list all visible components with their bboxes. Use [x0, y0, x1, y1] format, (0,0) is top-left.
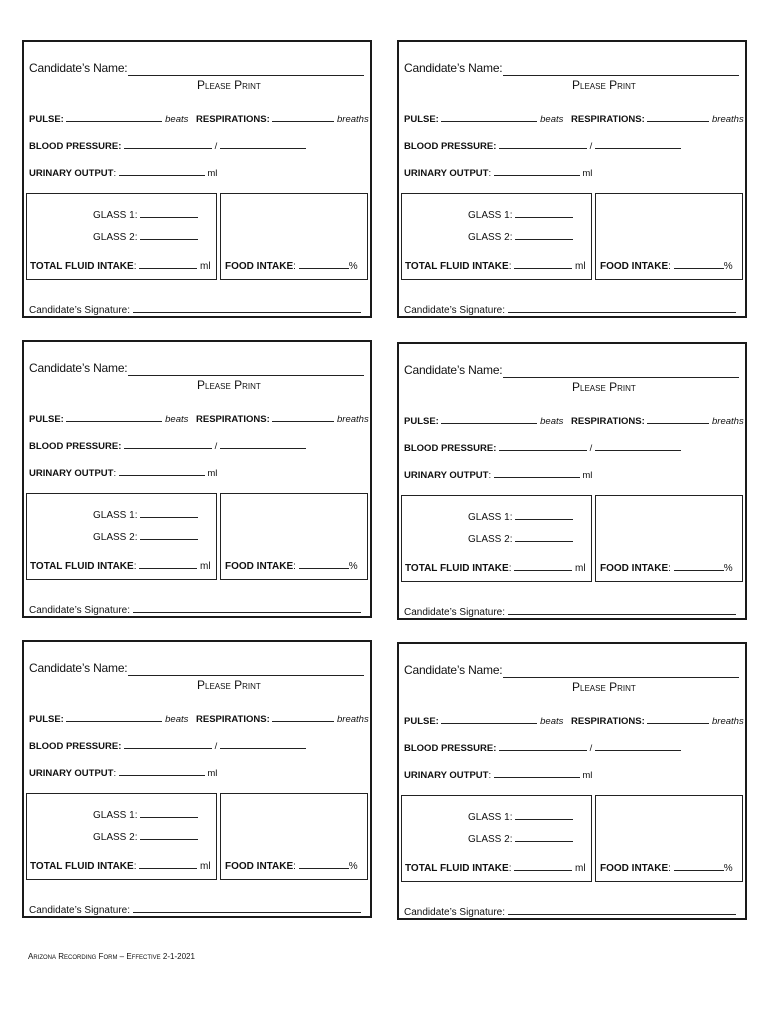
- systolic-field[interactable]: [124, 139, 212, 149]
- total-fluid-intake-field[interactable]: [139, 559, 197, 569]
- tfi-colon: :: [508, 863, 512, 874]
- urinary-output-field[interactable]: [494, 468, 580, 478]
- blood-pressure-label: BLOOD PRESSURE:: [29, 741, 122, 752]
- tfi-colon: :: [133, 861, 137, 872]
- food-intake-box: [220, 193, 368, 280]
- candidate-name-field[interactable]: [128, 75, 364, 76]
- signature-label: Candidate’s Signature:: [29, 905, 130, 916]
- glass2-row: [468, 532, 573, 545]
- recording-card: [22, 340, 372, 618]
- food-intake-label: FOOD INTAKE: [225, 261, 294, 272]
- glass2-label: GLASS 2:: [93, 532, 138, 543]
- beats-unit: beats: [165, 114, 189, 125]
- please-print-note: Please Print: [197, 78, 261, 92]
- total-fluid-intake-row: [405, 561, 586, 574]
- food-intake-box: [220, 793, 368, 880]
- blood-pressure-row: [29, 739, 306, 752]
- beats-unit: beats: [540, 416, 564, 427]
- pulse-field[interactable]: [66, 712, 162, 722]
- pulse-field[interactable]: [441, 414, 537, 424]
- fluid-intake-box: [26, 793, 217, 880]
- blood-pressure-row: [404, 741, 681, 754]
- urinary-output-field[interactable]: [494, 166, 580, 176]
- food-intake-label: FOOD INTAKE: [225, 861, 294, 872]
- glass2-label: GLASS 2:: [468, 232, 513, 243]
- glass2-field[interactable]: [140, 830, 198, 840]
- pulse-field[interactable]: [66, 412, 162, 422]
- total-fluid-intake-field[interactable]: [139, 259, 197, 269]
- food-intake-field[interactable]: [674, 561, 724, 571]
- fluid-intake-box: [401, 193, 592, 280]
- blood-pressure-label: BLOOD PRESSURE:: [404, 141, 497, 152]
- fluid-intake-box: [26, 193, 217, 280]
- urinary-ml-unit: ml: [582, 470, 593, 481]
- food-percent-unit: %: [348, 861, 358, 872]
- pulse-label: PULSE:: [29, 114, 64, 125]
- glass1-label: GLASS 1:: [468, 812, 513, 823]
- signature-row: [404, 605, 736, 618]
- food-intake-box: [595, 495, 743, 582]
- blood-pressure-label: BLOOD PRESSURE:: [29, 441, 122, 452]
- signature-field[interactable]: [508, 905, 736, 915]
- beats-unit: beats: [165, 414, 189, 425]
- urinary-colon: :: [113, 168, 117, 179]
- glass2-label: GLASS 2:: [468, 534, 513, 545]
- urinary-output-field[interactable]: [119, 166, 205, 176]
- glass1-field[interactable]: [515, 208, 573, 218]
- candidate-name-field[interactable]: [503, 677, 739, 678]
- respirations-label: RESPIRATIONS:: [571, 114, 645, 125]
- systolic-field[interactable]: [124, 739, 212, 749]
- recording-card: [397, 40, 747, 318]
- candidate-name-label: Candidate’s Name:: [404, 663, 503, 677]
- food-intake-label: FOOD INTAKE: [600, 863, 669, 874]
- glass1-row: [93, 808, 198, 821]
- tfi-colon: :: [508, 563, 512, 574]
- total-fluid-intake-label: TOTAL FLUID INTAKE: [30, 561, 134, 572]
- respirations-label: RESPIRATIONS:: [571, 416, 645, 427]
- tfi-colon: :: [133, 261, 137, 272]
- food-intake-label: FOOD INTAKE: [225, 561, 294, 572]
- urinary-colon: :: [488, 470, 492, 481]
- please-print-note: Please Print: [197, 678, 261, 692]
- glass1-row: [468, 510, 573, 523]
- urinary-ml-unit: ml: [582, 168, 593, 179]
- food-percent-unit: %: [723, 261, 733, 272]
- recording-card: [22, 40, 372, 318]
- glass2-field[interactable]: [515, 532, 573, 542]
- pulse-field[interactable]: [66, 112, 162, 122]
- glass2-field[interactable]: [515, 832, 573, 842]
- diastolic-field[interactable]: [595, 741, 681, 751]
- total-fluid-intake-field[interactable]: [514, 861, 572, 871]
- food-intake-field[interactable]: [674, 861, 724, 871]
- urinary-output-row: [29, 466, 217, 479]
- pulse-field[interactable]: [441, 112, 537, 122]
- bp-slash: /: [589, 443, 593, 454]
- signature-label: Candidate’s Signature:: [404, 907, 505, 918]
- glass2-label: GLASS 2:: [468, 834, 513, 845]
- food-intake-field[interactable]: [674, 259, 724, 269]
- urinary-output-label: URINARY OUTPUT: [29, 468, 114, 479]
- urinary-output-field[interactable]: [119, 766, 205, 776]
- glass2-row: [93, 230, 198, 243]
- diastolic-field[interactable]: [595, 139, 681, 149]
- systolic-field[interactable]: [499, 441, 587, 451]
- total-fluid-intake-field[interactable]: [514, 259, 572, 269]
- breaths-unit: breaths: [712, 114, 744, 125]
- signature-row: [29, 603, 361, 616]
- urinary-output-label: URINARY OUTPUT: [404, 770, 489, 781]
- breaths-unit: breaths: [337, 414, 369, 425]
- urinary-colon: :: [488, 168, 492, 179]
- beats-unit: beats: [165, 714, 189, 725]
- food-intake-label: FOOD INTAKE: [600, 563, 669, 574]
- respirations-field[interactable]: [272, 712, 334, 722]
- candidate-name-field[interactable]: [503, 75, 739, 76]
- candidate-name-label: Candidate’s Name:: [29, 661, 128, 675]
- diastolic-field[interactable]: [595, 441, 681, 451]
- pulse-label: PULSE:: [404, 114, 439, 125]
- urinary-colon: :: [488, 770, 492, 781]
- glass1-row: [468, 810, 573, 823]
- tfi-ml-unit: ml: [200, 561, 211, 572]
- candidate-name-field[interactable]: [503, 377, 739, 378]
- signature-field[interactable]: [133, 903, 361, 913]
- glass2-label: GLASS 2:: [93, 232, 138, 243]
- glass1-label: GLASS 1:: [468, 512, 513, 523]
- food-percent-unit: %: [348, 261, 358, 272]
- signature-label: Candidate’s Signature:: [404, 305, 505, 316]
- signature-field[interactable]: [508, 605, 736, 615]
- diastolic-field[interactable]: [220, 739, 306, 749]
- pulse-label: PULSE:: [404, 716, 439, 727]
- glass1-field[interactable]: [515, 510, 573, 520]
- urinary-ml-unit: ml: [207, 168, 218, 179]
- respirations-label: RESPIRATIONS:: [571, 716, 645, 727]
- food-intake-row: [225, 559, 358, 572]
- signature-field[interactable]: [508, 303, 736, 313]
- candidate-name-label: Candidate’s Name:: [404, 363, 503, 377]
- blood-pressure-row: [404, 441, 681, 454]
- pulse-row: [404, 714, 744, 727]
- bp-slash: /: [214, 741, 218, 752]
- tfi-ml-unit: ml: [575, 863, 586, 874]
- tfi-colon: :: [133, 561, 137, 572]
- diastolic-field[interactable]: [220, 439, 306, 449]
- glass1-field[interactable]: [515, 810, 573, 820]
- pulse-row: [404, 414, 744, 427]
- urinary-output-label: URINARY OUTPUT: [29, 768, 114, 779]
- food-intake-box: [595, 193, 743, 280]
- pulse-label: PULSE:: [29, 714, 64, 725]
- glass2-field[interactable]: [140, 230, 198, 240]
- breaths-unit: breaths: [712, 716, 744, 727]
- food-colon: :: [668, 863, 671, 874]
- total-fluid-intake-row: [30, 559, 211, 572]
- recording-card: [397, 642, 747, 920]
- systolic-field[interactable]: [499, 741, 587, 751]
- please-print-note: Please Print: [572, 78, 636, 92]
- fluid-intake-box: [401, 795, 592, 882]
- diastolic-field[interactable]: [220, 139, 306, 149]
- breaths-unit: breaths: [712, 416, 744, 427]
- respirations-field[interactable]: [647, 714, 709, 724]
- breaths-unit: breaths: [337, 114, 369, 125]
- urinary-output-row: [29, 766, 217, 779]
- pulse-field[interactable]: [441, 714, 537, 724]
- food-intake-field[interactable]: [299, 859, 349, 869]
- blood-pressure-row: [29, 139, 306, 152]
- urinary-colon: :: [113, 768, 117, 779]
- total-fluid-intake-row: [30, 859, 211, 872]
- urinary-output-row: [404, 468, 592, 481]
- tfi-ml-unit: ml: [200, 261, 211, 272]
- glass1-label: GLASS 1:: [93, 210, 138, 221]
- food-intake-label: FOOD INTAKE: [600, 261, 669, 272]
- bp-slash: /: [589, 743, 593, 754]
- beats-unit: beats: [540, 114, 564, 125]
- total-fluid-intake-label: TOTAL FLUID INTAKE: [30, 261, 134, 272]
- candidate-name-label: Candidate’s Name:: [29, 361, 128, 375]
- recording-card: [22, 640, 372, 918]
- respirations-label: RESPIRATIONS:: [196, 114, 270, 125]
- glass2-field[interactable]: [140, 530, 198, 540]
- glass1-field[interactable]: [140, 808, 198, 818]
- respirations-label: RESPIRATIONS:: [196, 414, 270, 425]
- tfi-colon: :: [508, 261, 512, 272]
- food-intake-row: [600, 861, 733, 874]
- urinary-ml-unit: ml: [207, 768, 218, 779]
- bp-slash: /: [214, 441, 218, 452]
- pulse-row: [404, 112, 744, 125]
- food-intake-row: [600, 561, 733, 574]
- fluid-intake-box: [26, 493, 217, 580]
- urinary-output-label: URINARY OUTPUT: [404, 470, 489, 481]
- candidate-name-field[interactable]: [128, 675, 364, 676]
- glass1-label: GLASS 1:: [93, 510, 138, 521]
- bp-slash: /: [589, 141, 593, 152]
- signature-label: Candidate’s Signature:: [29, 605, 130, 616]
- glass1-row: [93, 208, 198, 221]
- total-fluid-intake-label: TOTAL FLUID INTAKE: [405, 563, 509, 574]
- total-fluid-intake-label: TOTAL FLUID INTAKE: [30, 861, 134, 872]
- pulse-row: [29, 112, 369, 125]
- respirations-field[interactable]: [272, 412, 334, 422]
- signature-field[interactable]: [133, 603, 361, 613]
- urinary-colon: :: [113, 468, 117, 479]
- signature-label: Candidate’s Signature:: [404, 607, 505, 618]
- glass1-row: [93, 508, 198, 521]
- food-intake-field[interactable]: [299, 259, 349, 269]
- pulse-label: PULSE:: [404, 416, 439, 427]
- glass2-field[interactable]: [515, 230, 573, 240]
- food-percent-unit: %: [723, 563, 733, 574]
- glass1-field[interactable]: [140, 508, 198, 518]
- blood-pressure-label: BLOOD PRESSURE:: [404, 443, 497, 454]
- food-intake-row: [225, 859, 358, 872]
- tfi-ml-unit: ml: [575, 261, 586, 272]
- food-colon: :: [293, 261, 296, 272]
- blood-pressure-label: BLOOD PRESSURE:: [29, 141, 122, 152]
- urinary-output-row: [404, 166, 592, 179]
- food-colon: :: [668, 261, 671, 272]
- respirations-label: RESPIRATIONS:: [196, 714, 270, 725]
- urinary-output-label: URINARY OUTPUT: [404, 168, 489, 179]
- signature-label: Candidate’s Signature:: [29, 305, 130, 316]
- food-intake-box: [220, 493, 368, 580]
- blood-pressure-row: [29, 439, 306, 452]
- total-fluid-intake-label: TOTAL FLUID INTAKE: [405, 863, 509, 874]
- glass2-row: [93, 830, 198, 843]
- breaths-unit: breaths: [337, 714, 369, 725]
- food-intake-row: [600, 259, 733, 272]
- food-colon: :: [668, 563, 671, 574]
- total-fluid-intake-row: [405, 861, 586, 874]
- food-colon: :: [293, 861, 296, 872]
- respirations-field[interactable]: [647, 414, 709, 424]
- urinary-output-row: [404, 768, 592, 781]
- beats-unit: beats: [540, 716, 564, 727]
- food-percent-unit: %: [348, 561, 358, 572]
- urinary-output-row: [29, 166, 217, 179]
- candidate-name-label: Candidate’s Name:: [404, 61, 503, 75]
- systolic-field[interactable]: [499, 139, 587, 149]
- glass1-label: GLASS 1:: [93, 810, 138, 821]
- total-fluid-intake-label: TOTAL FLUID INTAKE: [405, 261, 509, 272]
- respirations-field[interactable]: [647, 112, 709, 122]
- fluid-intake-box: [401, 495, 592, 582]
- signature-row: [404, 905, 736, 918]
- footer-text: Arizona Recording Form – Effective 2-1-2021: [28, 952, 195, 961]
- blood-pressure-row: [404, 139, 681, 152]
- glass2-row: [468, 832, 573, 845]
- glass2-label: GLASS 2:: [93, 832, 138, 843]
- total-fluid-intake-field[interactable]: [139, 859, 197, 869]
- food-colon: :: [293, 561, 296, 572]
- please-print-note: Please Print: [197, 378, 261, 392]
- signature-field[interactable]: [133, 303, 361, 313]
- recording-card: [397, 342, 747, 620]
- total-fluid-intake-row: [405, 259, 586, 272]
- pulse-row: [29, 712, 369, 725]
- candidate-name-field[interactable]: [128, 375, 364, 376]
- food-intake-box: [595, 795, 743, 882]
- glass1-field[interactable]: [140, 208, 198, 218]
- signature-row: [29, 903, 361, 916]
- pulse-label: PULSE:: [29, 414, 64, 425]
- urinary-ml-unit: ml: [207, 468, 218, 479]
- systolic-field[interactable]: [124, 439, 212, 449]
- urinary-ml-unit: ml: [582, 770, 593, 781]
- pulse-row: [29, 412, 369, 425]
- urinary-output-field[interactable]: [119, 466, 205, 476]
- glass1-label: GLASS 1:: [468, 210, 513, 221]
- please-print-note: Please Print: [572, 680, 636, 694]
- respirations-field[interactable]: [272, 112, 334, 122]
- total-fluid-intake-field[interactable]: [514, 561, 572, 571]
- candidate-name-label: Candidate’s Name:: [29, 61, 128, 75]
- tfi-ml-unit: ml: [200, 861, 211, 872]
- please-print-note: Please Print: [572, 380, 636, 394]
- food-intake-row: [225, 259, 358, 272]
- glass1-row: [468, 208, 573, 221]
- bp-slash: /: [214, 141, 218, 152]
- urinary-output-field[interactable]: [494, 768, 580, 778]
- total-fluid-intake-row: [30, 259, 211, 272]
- food-percent-unit: %: [723, 863, 733, 874]
- blood-pressure-label: BLOOD PRESSURE:: [404, 743, 497, 754]
- food-intake-field[interactable]: [299, 559, 349, 569]
- signature-row: [404, 303, 736, 316]
- glass2-row: [468, 230, 573, 243]
- tfi-ml-unit: ml: [575, 563, 586, 574]
- glass2-row: [93, 530, 198, 543]
- urinary-output-label: URINARY OUTPUT: [29, 168, 114, 179]
- signature-row: [29, 303, 361, 316]
